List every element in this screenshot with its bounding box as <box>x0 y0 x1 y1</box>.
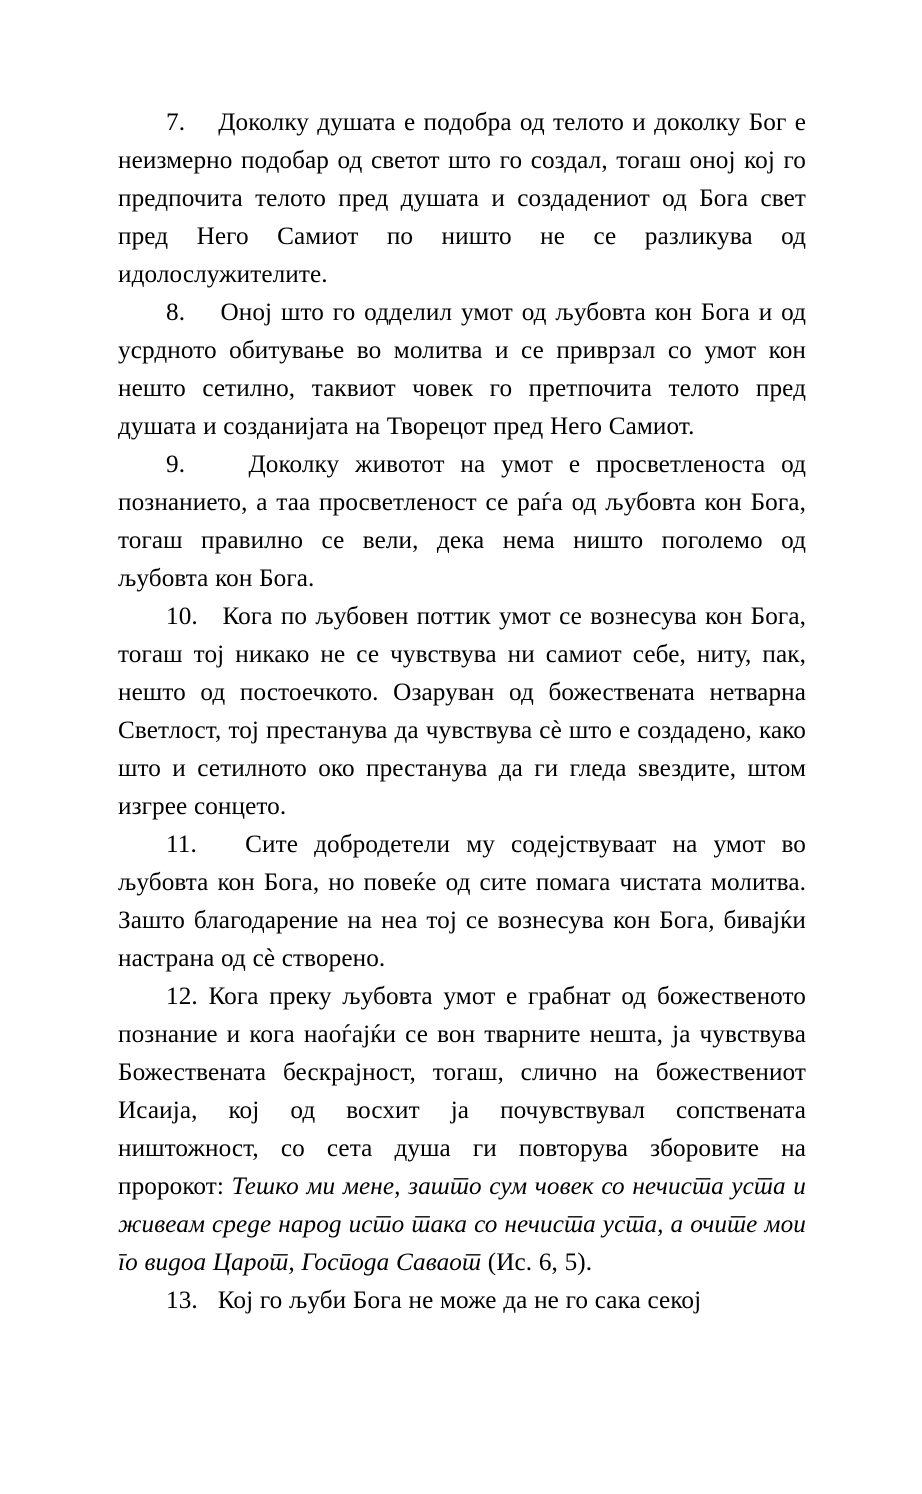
paragraph-gap-11 <box>197 831 245 858</box>
paragraph-text-7: Доколку душата е подобра од телото и доколку Бог е неизмерно подобар од светот што го создал, тогаш оној кој го предпочита телото пред душата и создадениот од Бога свет пред Него Самиот по ништо не се разликува од идолослужителите. <box>118 109 806 288</box>
paragraph-text-13: Кој го љуби Бога не може да не го сака секој <box>217 1287 702 1314</box>
paragraph-8 <box>118 294 806 446</box>
paragraph-number-11: 11. <box>166 831 197 858</box>
paragraph-gap-7 <box>185 109 218 136</box>
paragraph-number-8: 8. <box>166 299 186 326</box>
scripture-citation: (Ис. 6, 5). <box>481 1249 593 1276</box>
paragraph-number-9: 9. <box>166 451 186 478</box>
paragraph-text-8: Оној што го одделил умот од љубовта кон Бога и од усрдното обитување во молитва и се приврзал со умот кон нешто сетилно, таквиот човек го претпочита телото пред душата и созданијата на Творецот пред Него Самиот. <box>118 299 806 440</box>
text-column <box>118 104 806 1320</box>
paragraph-7 <box>118 104 806 294</box>
scripture-quote: Тешко ми мене, зашто сум човек со нечиста уста и живеам среде народ исто така со нечиста уста, а очите мои го видоа Царот, Господа Саваот <box>118 1173 806 1276</box>
paragraph-text-12: Кога преку љубовта умот е грабнат од божественото познание и кога наоѓајќи се вон тварните нешта, ја чувствува Божествената бескрајност, тогаш, слично на божествениот Исаија, кој од восхит ја почувствувал сопствената ништожност, со сета душа ги повторува зборовите на пророкот: <box>118 983 806 1200</box>
paragraph-text-11: Сите добродетели му содејствуваат на умот во љубовта кон Бога, но повеќе од сите помага чистата молитва. Зашто благодарение на неа тој се вознесува кон Бога, бивајќи настрана од сѐ створено. <box>118 831 806 972</box>
paragraph-text-9: Доколку животот на умот е просветленоста од познанието, а таа просветленост се раѓа од љубовта кон Бога, тогаш правилно се вели, дека нема ништо поголемо од љубовта кон Бога. <box>118 451 806 592</box>
paragraph-text-10: Кога по љубовен поттик умот се вознесува кон Бога, тогаш тој никако не се чувствува ни самиот себе, ниту, пак, нешто од постоечкото. Озаруван од божествената нетварна Светлост, тој престанува да чувствува сѐ што е создадено, како што и сетилното око престанува да ги гледа ѕвездите, штом изгрее сонцето. <box>118 603 807 820</box>
paragraph-12 <box>118 978 806 1282</box>
paragraph-gap-10 <box>198 603 223 630</box>
paragraph-number-12: 12. <box>166 983 198 1010</box>
paragraph-gap-12 <box>198 983 209 1010</box>
paragraph-gap-8 <box>185 299 220 326</box>
paragraph-11 <box>118 826 806 978</box>
paragraph-gap-9 <box>185 451 248 478</box>
paragraph-gap-13 <box>198 1287 218 1314</box>
paragraph-10 <box>118 598 806 826</box>
paragraph-number-10: 10. <box>166 603 198 630</box>
paragraph-number-7: 7. <box>166 109 186 136</box>
paragraph-13 <box>118 1282 806 1320</box>
paragraph-number-13: 13. <box>166 1287 198 1314</box>
paragraph-9 <box>118 446 806 598</box>
